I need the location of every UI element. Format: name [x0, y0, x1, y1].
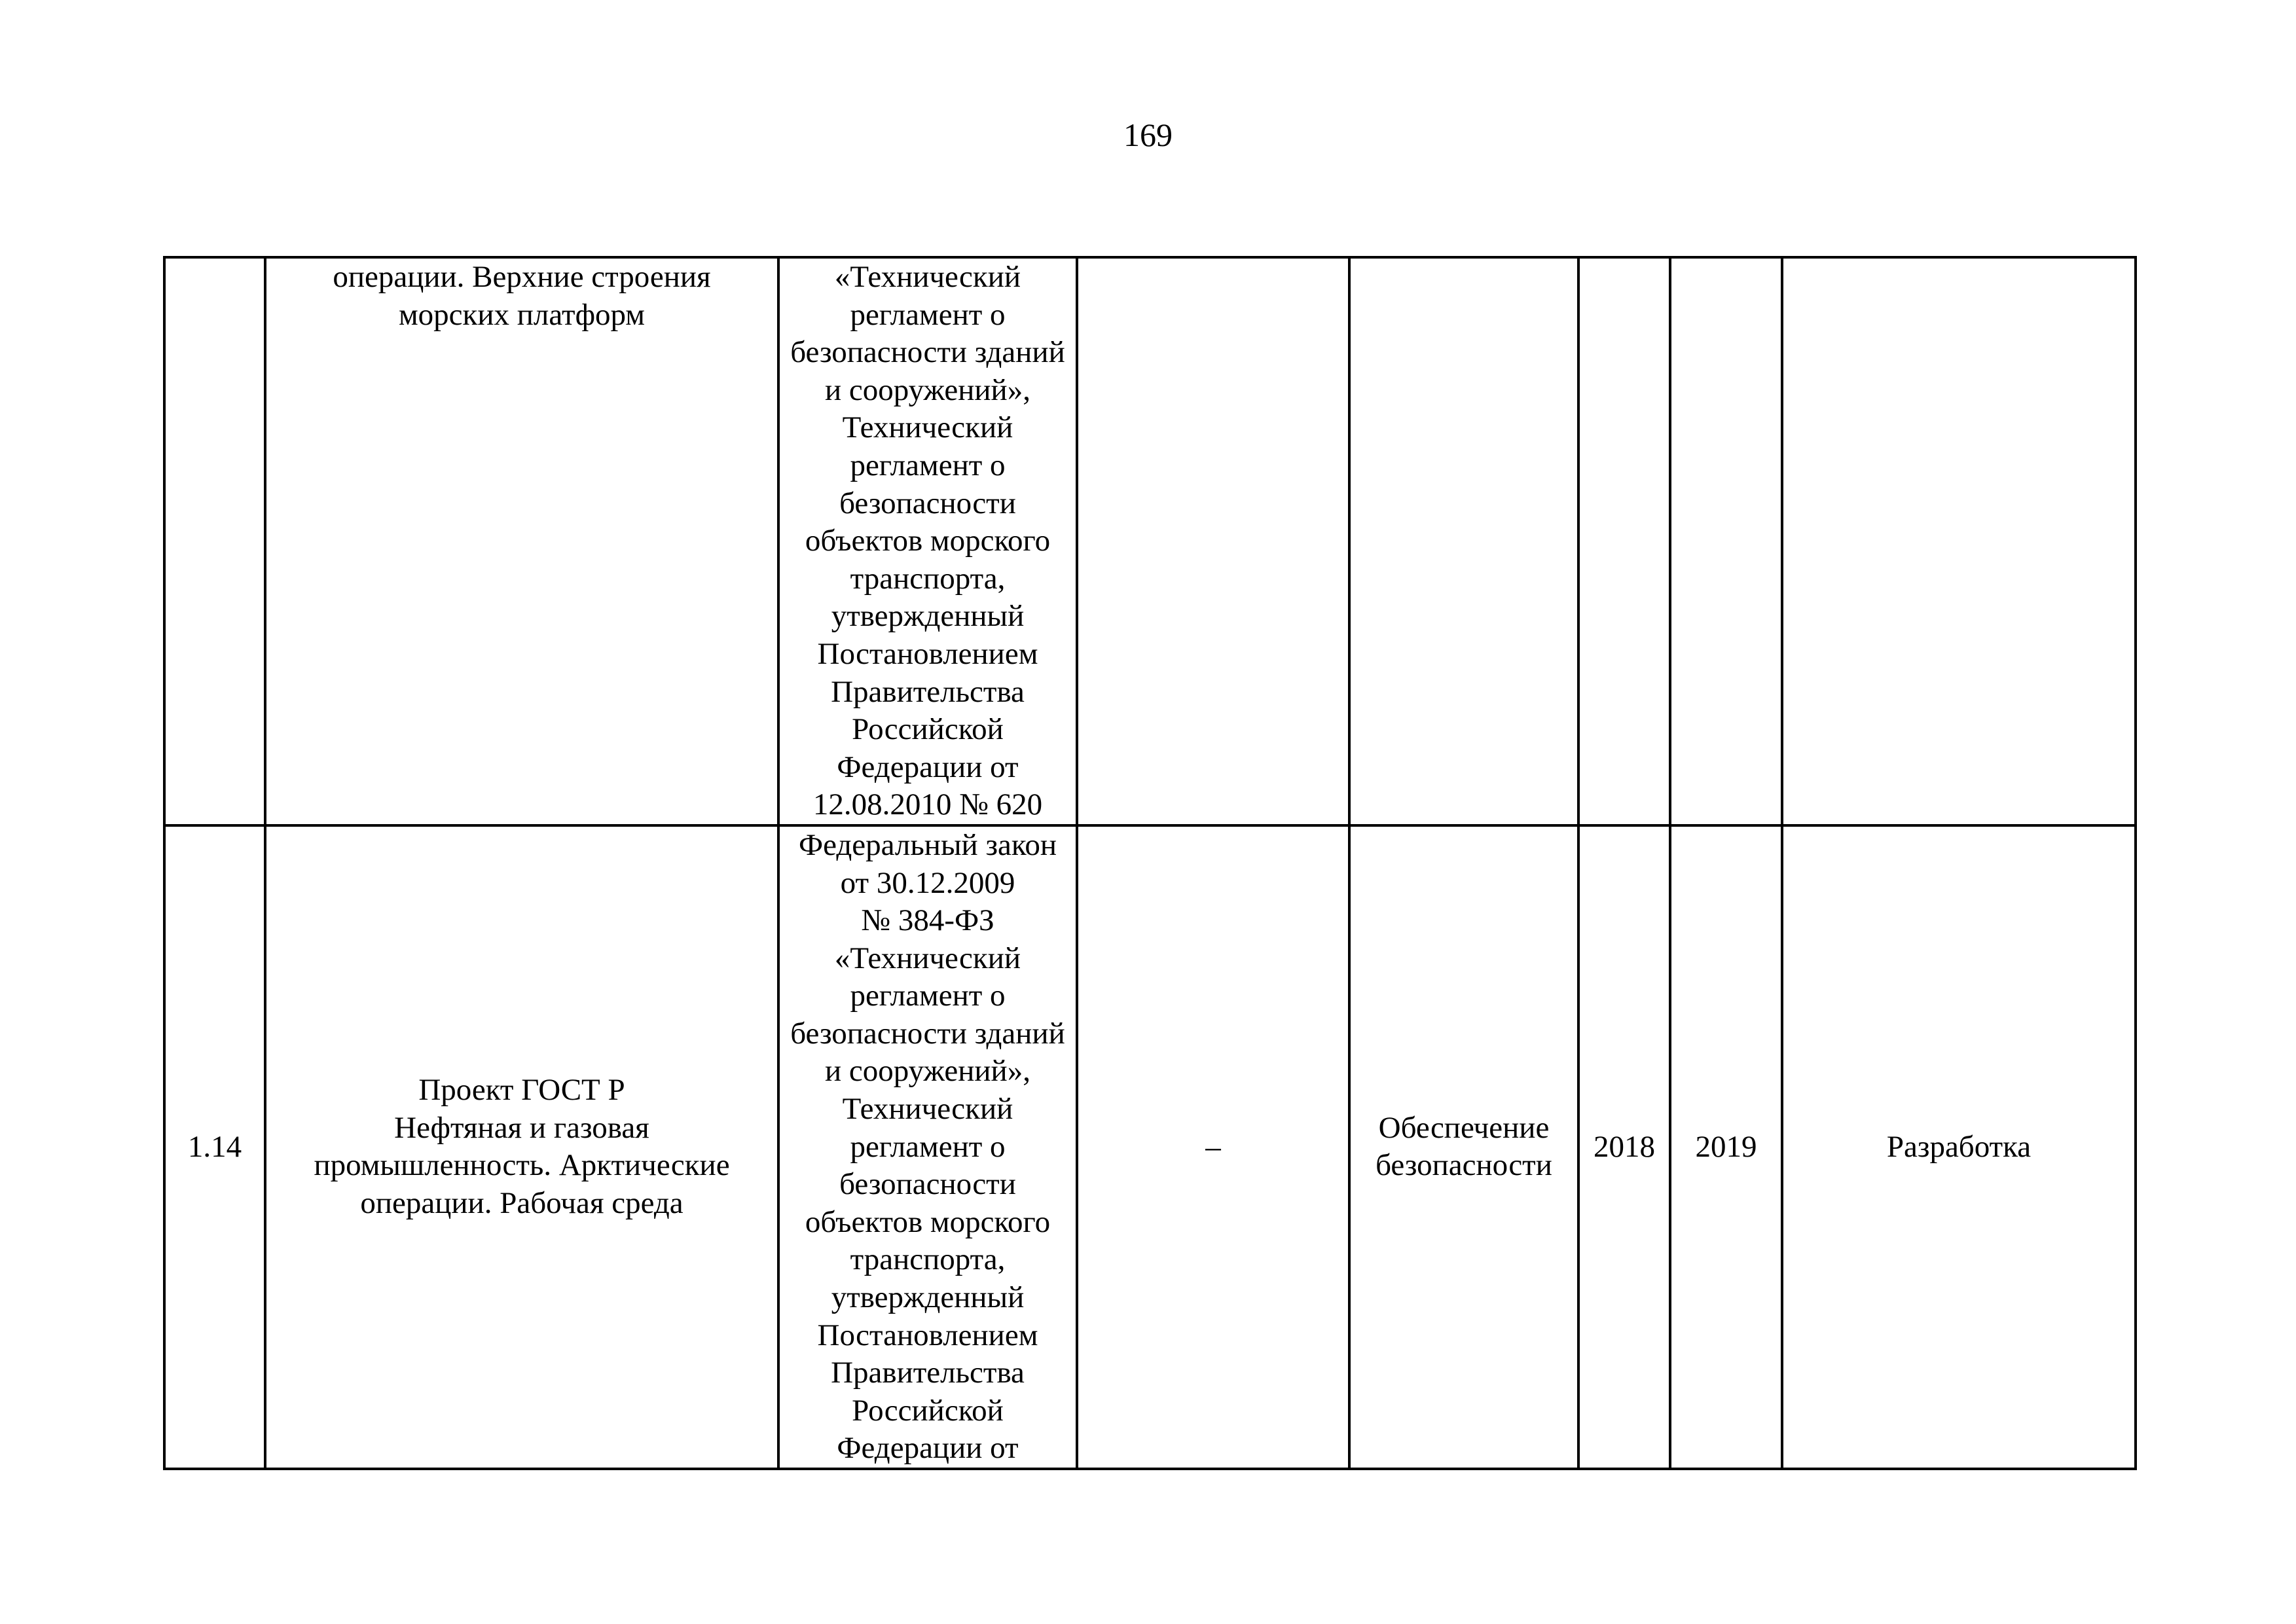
legal-basis-line: Постановлением: [817, 636, 1038, 671]
legal-basis-line: «Технический: [834, 941, 1021, 975]
legal-basis-line: безопасности: [839, 486, 1016, 520]
work-type-cell: Разработка: [1782, 825, 2136, 1469]
page-number: 169: [1123, 117, 1173, 153]
legal-basis-line: утвержденный: [831, 599, 1025, 634]
legal-basis-line: Правительства: [831, 674, 1025, 709]
legal-basis-line: Правительства: [831, 1356, 1025, 1390]
work-type-cell: [1782, 257, 2136, 825]
col4-cell: –: [1077, 825, 1349, 1469]
row-number-cell: [164, 257, 265, 825]
legal-basis-line: Федеральный закон: [799, 827, 1057, 862]
legal-basis-line: Российской: [852, 1393, 1004, 1428]
legal-basis-line: Технический: [842, 1092, 1013, 1127]
legal-basis-line: «Технический: [834, 260, 1021, 294]
legal-basis-line: регламент о: [850, 448, 1006, 482]
legal-basis-line: объектов морского: [805, 1204, 1051, 1239]
legal-basis-line: безопасности зданий: [790, 1016, 1065, 1051]
standard-title-cell: [265, 257, 778, 825]
purpose-cell: [1349, 257, 1578, 825]
standard-title-line: операции. Рабочая среда: [360, 1186, 683, 1221]
legal-basis-line: и сооружений»,: [825, 372, 1030, 407]
legal-basis-line: безопасности зданий: [790, 335, 1065, 370]
standard-title-line: операции. Верхние строения: [333, 260, 711, 294]
standards-table: [163, 256, 2137, 1470]
legal-basis-line: № 384-ФЗ: [861, 903, 994, 938]
start-year-cell: 2018: [1578, 825, 1670, 1469]
legal-basis-line: Российской: [852, 712, 1004, 747]
legal-basis-line: Федерации от: [837, 1431, 1019, 1466]
standard-title-line: Нефтяная и газовая: [394, 1110, 649, 1145]
end-year-cell: [1670, 257, 1782, 825]
end-year-cell: 2019: [1670, 825, 1782, 1469]
legal-basis-line: регламент о: [850, 1129, 1006, 1164]
legal-basis-line: 12.08.2010 № 620: [812, 787, 1043, 822]
legal-basis-line: Постановлением: [817, 1318, 1038, 1352]
legal-basis-line: транспорта,: [850, 1242, 1006, 1277]
col4-cell: [1077, 257, 1349, 825]
standard-title-cell: [265, 825, 778, 1469]
legal-basis-line: Технический: [842, 410, 1013, 445]
table-row: [164, 257, 2136, 825]
legal-basis-line: транспорта,: [850, 561, 1006, 596]
legal-basis-line: от 30.12.2009: [840, 865, 1015, 900]
purpose-line: безопасности: [1376, 1148, 1552, 1183]
table-row: [164, 825, 2136, 1469]
purpose-cell: [1349, 825, 1578, 1469]
legal-basis-cell: [778, 257, 1077, 825]
legal-basis-line: безопасности: [839, 1167, 1016, 1202]
start-year-cell: [1578, 257, 1670, 825]
legal-basis-line: регламент о: [850, 297, 1006, 332]
legal-basis-line: Федерации от: [837, 749, 1019, 784]
purpose-line: Обеспечение: [1378, 1110, 1550, 1145]
standard-title-line: морских платформ: [398, 297, 646, 332]
legal-basis-line: и сооружений»,: [825, 1054, 1030, 1089]
standard-title-line: промышленность. Арктические: [314, 1148, 730, 1183]
legal-basis-line: утвержденный: [831, 1280, 1025, 1315]
legal-basis-line: объектов морского: [805, 524, 1051, 558]
legal-basis-line: регламент о: [850, 979, 1006, 1013]
row-number-cell: 1.14: [164, 825, 265, 1469]
standard-title-line: Проект ГОСТ Р: [418, 1073, 625, 1108]
legal-basis-cell: [778, 825, 1077, 1469]
